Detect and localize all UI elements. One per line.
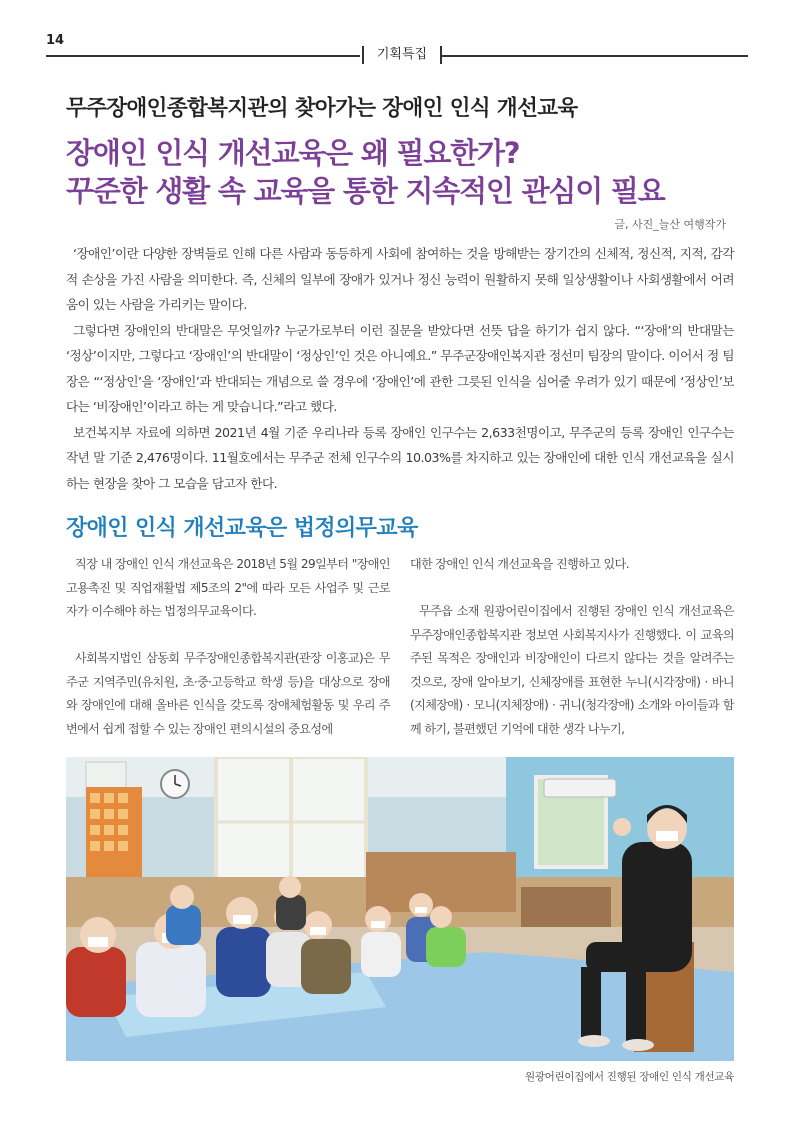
body-paragraph: 무주읍 소재 원광어린이집에서 진행된 장애인 인식 개선교육은 무주장애인종합복지관 정보연 사회복지사가 진행했다. 이 교육의 주된 목적은 장애인과 비장애인이 다르지 않다는 것을 알려주는 것으로, 장애 알아보기, 신체장애를 표현한 누니(시각장애) · 바니(지체장애) · 모니(지체장애) · 귀니(청각장애) 소개와 아이들과 함께 하기, 불편했던 기억에 대한 생각 나누기, <box>410 604 734 736</box>
intro-text <box>66 241 734 496</box>
body-paragraph: 직장 내 장애인 인식 개선교육은 2018년 5월 29일부터 "장애인고용촉진 및 직업재활법 제5조의 2"에 따라 모든 사업주 및 근로자가 이수해야 하는 법정의무교육이다. <box>66 557 390 618</box>
body-paragraph: 대한 장애인 인식 개선교육을 진행하고 있다. <box>410 557 629 571</box>
intro-paragraph: ‘장애인’이란 다양한 장벽들로 인해 다른 사람과 동등하게 사회에 참여하는 것을 방해받는 장기간의 신체적, 정신적, 지적, 감각적 손상을 가진 사람을 의미한다. 즉, 신체의 일부에 장애가 있거나 정신 능력이 원활하지 못해 일상생활이나 사회생활에서 어려움이 있는 사람을 가리키는 말이다. <box>66 246 734 312</box>
header-rule-right <box>440 55 748 57</box>
intro-paragraph: 그렇다면 장애인의 반대말은 무엇일까? 누군가로부터 이런 질문을 받았다면 선뜻 답을 하기가 쉽지 않다. “‘장애’의 반대말는 ‘정상’이지만, 그렇다고 ‘장애인’의 반대말이 ‘정상인’인 것은 아니예요.” 무주군장애인복지관 정선미 팀장의 말이다. 이어서 정 팀장은 “‘정상인’을 ‘장애인’과 반대되는 개념으로 쓸 경우에 ‘장애인’에 관한 그릇된 인식을 심어줄 우려가 있기 때문에 ‘정상인’보다는 ‘비장애인’이라고 하는 게 맞습니다.”라고 했다. <box>66 322 734 414</box>
body-paragraph: 사회복지법인 삼동회 무주장애인종합복지관(관장 이홍교)은 무주군 지역주민(유치원, 초·중·고등학교 학생 등)을 대상으로 장애와 장애인에 대해 올바른 인식을 갖도록 장애체험활동 및 우리 주변에서 쉽게 접할 수 있는 장애인 편의시설의 중요성에 <box>66 651 390 736</box>
article-subtitle: 무주장애인종합복지관의 찾아가는 장애인 인식 개선교육 <box>66 96 578 121</box>
section-label: 기획특집 <box>362 46 442 64</box>
headline-line-1: 장애인 인식 개선교육은 왜 필요한가? <box>66 136 520 170</box>
intro-paragraph: 보건복지부 자료에 의하면 2021년 4월 기준 우리나라 등록 장애인 인구수는 2,633천명이고, 무주군의 등록 장애인 인구수는 작년 말 기준 2,476명이다. 11월호에서는 무주군 전체 인구수의 10.03%를 차지하고 있는 장애인에 대한 인식 개선교육을 실시하는 현장을 찾아 그 모습을 담고자 한다. <box>66 424 734 491</box>
header-rule-left <box>46 55 360 57</box>
classroom-photo <box>66 757 734 1061</box>
body-column-left <box>66 553 390 765</box>
page-number: 14 <box>46 33 65 48</box>
byline: 글, 사진_늘산 여행작가 <box>614 218 726 231</box>
photo-caption: 원광어린이집에서 진행된 장애인 인식 개선교육 <box>524 1071 734 1083</box>
headline-line-2: 꾸준한 생활 속 교육을 통한 지속적인 관심이 필요 <box>66 174 665 208</box>
body-column-right <box>410 553 734 765</box>
section-heading: 장애인 인식 개선교육은 법정의무교육 <box>66 516 418 541</box>
